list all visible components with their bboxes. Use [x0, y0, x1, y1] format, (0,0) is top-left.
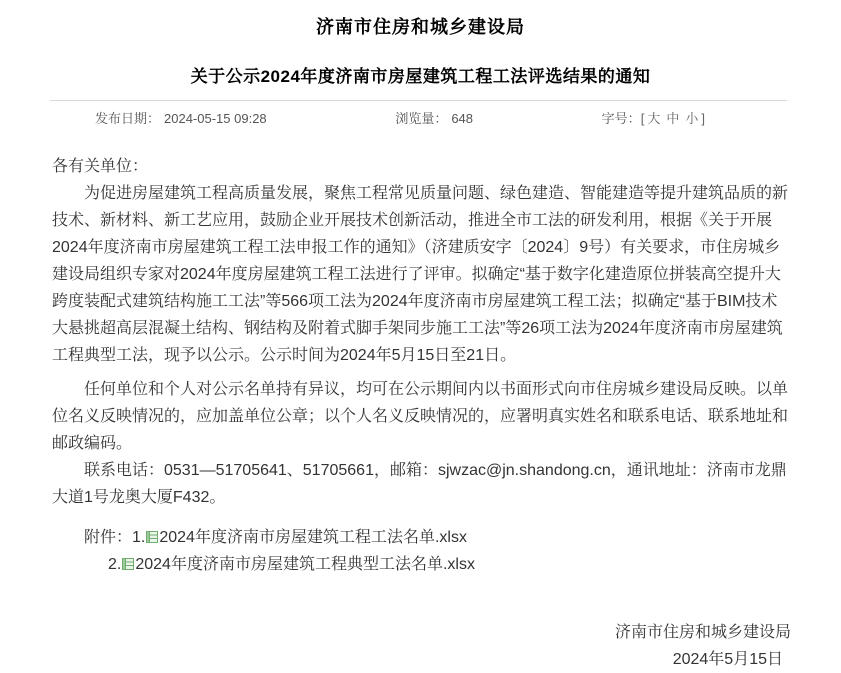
- view-count: [395, 108, 473, 127]
- notice-body: [0, 153, 841, 578]
- bracket-close: ]: [701, 111, 705, 126]
- xlsx-file-icon: [122, 552, 134, 564]
- body-paragraph: 为促进房屋建筑工程高质量发展，聚焦工程常见质量问题、绿色建造、智能建造等提升建筑品质的新技术、新材料、新工艺应用，鼓励企业开展技术创新活动，推进全市工法的研发利用，根据《关于开展2024年度济南市房屋建筑工程工法申报工作的通知》（济建质安字〔2024〕9号）有关要求，市住房城乡建设局组织专家对2024年度房屋建筑工程工法进行了评审。拟确定“基于数字化建造原位拼装高空提升大跨度装配式建筑结构施工工法”等566项工法为2024年度济南市房屋建筑工程工法；拟确定“基于BIM技术大悬挑超高层混凝土结构、钢结构及附着式脚手架同步施工工法”等26项工法为2024年度济南市房屋建筑工程典型工法，现予以公示。公示时间为2024年5月15日至21日。: [52, 185, 789, 364]
- publish-date-label: 发布日期：: [95, 111, 161, 126]
- attachment-number: 1.: [132, 529, 146, 546]
- attachments-label: 附件：: [84, 529, 133, 546]
- body-paragraph: 联系电话：0531—51705641、51705661，邮箱：sjwzac@jn.shandong.cn，通讯地址：济南市龙鼎大道1号龙奥大厦F432。: [52, 462, 787, 506]
- font-size-large-button[interactable]: 大: [647, 111, 661, 126]
- signature-block: [0, 619, 841, 673]
- xlsx-file-icon: [146, 525, 158, 537]
- page-title: 济南市住房和城乡建设局: [316, 17, 525, 37]
- body-paragraph: 任何单位和个人对公示名单持有异议，均可在公示期间内以书面形式向市住房城乡建设局反映。以单位名义反映情况的，应加盖单位公章；以个人名义反映情况的，应署明真实姓名和联系电话、联系地址和邮政编码。: [52, 381, 789, 452]
- notice-title: 关于公示2024年度济南市房屋建筑工程工法评选结果的通知: [190, 67, 651, 86]
- font-size-small-button[interactable]: 小: [685, 111, 699, 126]
- attachment-number: 2.: [108, 556, 122, 573]
- view-count-value: 648: [451, 111, 474, 126]
- meta-bar: [0, 101, 841, 127]
- bracket-open: [: [640, 111, 645, 126]
- font-size-medium-button[interactable]: 中: [666, 111, 680, 126]
- publish-date: [95, 108, 267, 127]
- publish-date-value: 2024-05-15 09:28: [164, 111, 267, 126]
- attachment-row: [52, 551, 789, 578]
- attachment-link[interactable]: 2024年度济南市房屋建筑工程典型工法名单.xlsx: [135, 556, 475, 573]
- signature-org: 济南市住房和城乡建设局: [614, 624, 791, 641]
- font-size-switcher: [602, 108, 705, 127]
- view-count-label: 浏览量：: [395, 111, 448, 126]
- attachment-row: [52, 524, 789, 551]
- signature-date: 2024年5月15日: [672, 651, 783, 668]
- attachments-section: [52, 524, 789, 578]
- salutation: 各有关单位：: [52, 158, 149, 175]
- font-size-label: 字号：: [601, 111, 641, 126]
- attachment-link[interactable]: 2024年度济南市房屋建筑工程工法名单.xlsx: [159, 529, 467, 546]
